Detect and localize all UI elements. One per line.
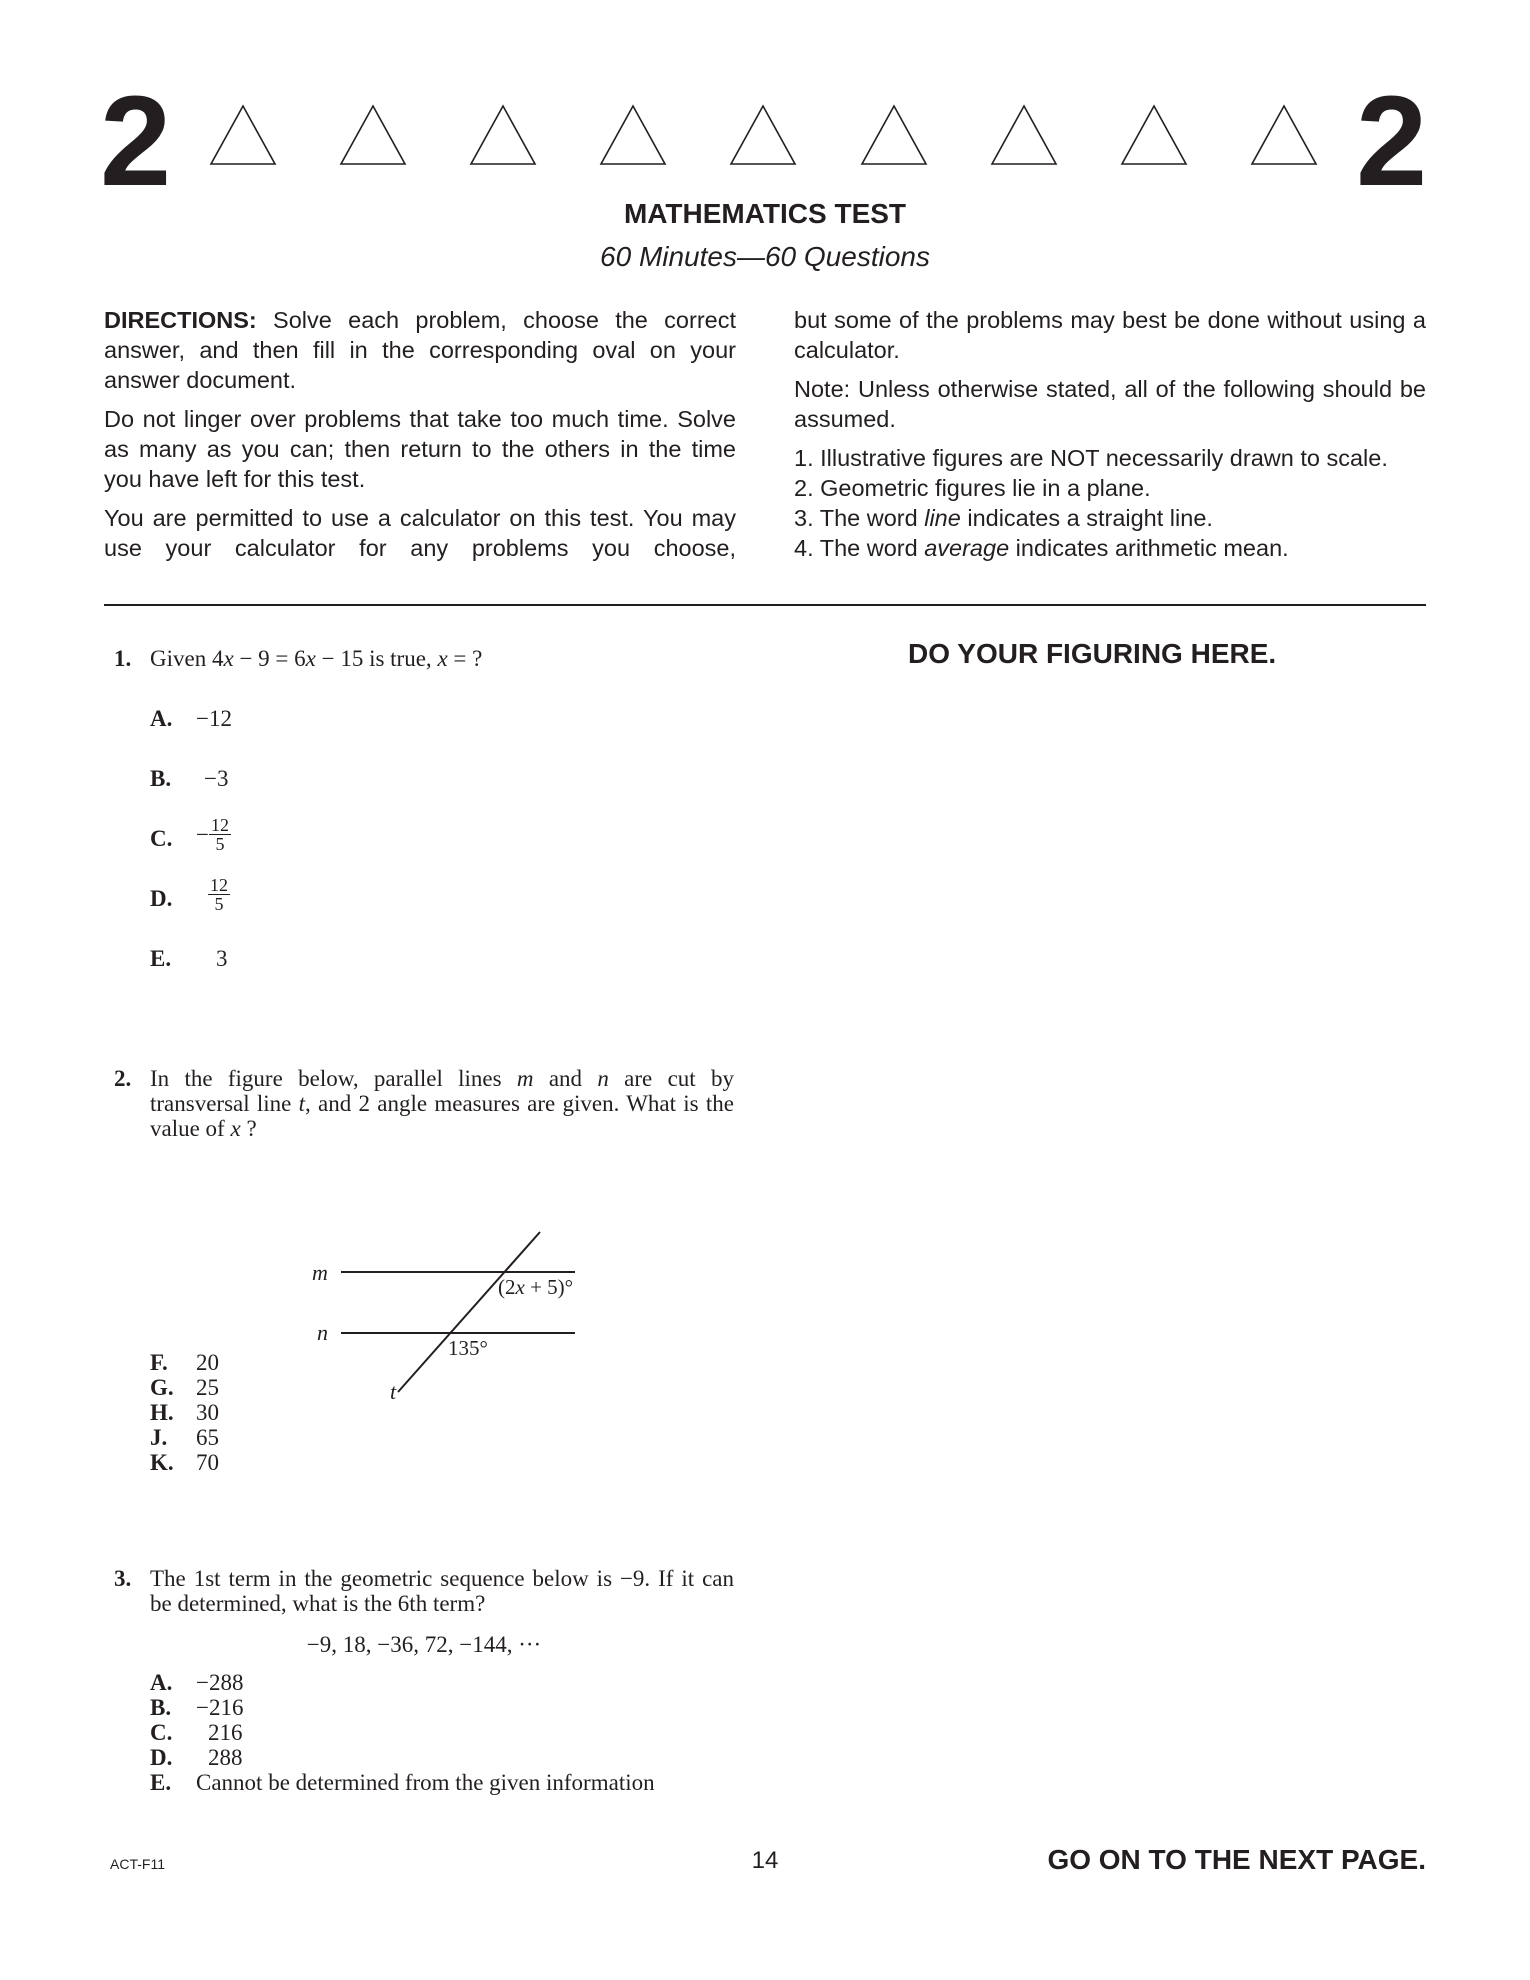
directions-left-column <box>104 305 736 572</box>
section-number-left: 2 <box>100 70 172 213</box>
answer-option[interactable]: J. 65 <box>150 1425 219 1450</box>
continue-instruction: GO ON TO THE NEXT PAGE. <box>1047 1844 1426 1875</box>
question-stem: The 1st term in the geometric sequence below is −9. If it can be determined, what is the 6th term? <box>150 1566 734 1616</box>
answer-option[interactable]: D. $\frac{12}{5}$ <box>150 875 228 914</box>
answer-option[interactable]: B. −3 <box>150 766 229 791</box>
assumptions-list <box>794 443 1426 563</box>
sequence: −9, 18, −36, 72, −144, ··· <box>306 1632 542 1657</box>
question-number: 3. <box>114 1566 132 1591</box>
form-code: ACT-F11 <box>110 1856 165 1872</box>
answer-option[interactable]: G. 25 <box>150 1375 219 1400</box>
angle-label-bottom: 135° <box>448 1336 488 1360</box>
triangle-icon <box>209 104 277 166</box>
answer-option[interactable]: F. 20 <box>150 1350 219 1375</box>
angle-label-top: (2x + 5)° <box>498 1275 574 1299</box>
answer-option[interactable]: A. −12 <box>150 706 232 731</box>
question-number: 2. <box>114 1066 132 1091</box>
triangle-icon <box>990 104 1058 166</box>
directions-right-column <box>794 305 1426 563</box>
question-3 <box>114 1566 754 1806</box>
question-2 <box>114 1066 734 1486</box>
page-number: 14 <box>751 1847 779 1874</box>
question-stem: In the figure below, parallel lines m and n are cut by transversal line t, and 2 angle measures are given. What is the value of x ? <box>150 1066 734 1141</box>
label-t: t <box>390 1379 397 1404</box>
section-number-right: 2 <box>1356 70 1428 213</box>
label-n: n <box>317 1320 328 1345</box>
answer-option[interactable]: H. 30 <box>150 1400 219 1425</box>
assumption-item: 1. Illustrative figures are NOT necessarily drawn to scale. <box>794 445 1388 471</box>
question-1 <box>114 646 734 986</box>
triangle-icon <box>339 104 407 166</box>
directions-paragraph: DIRECTIONS: Solve each problem, choose the correct answer, and then fill in the corresponding oval on your answer document. <box>104 307 736 393</box>
parallel-lines-figure <box>290 1150 710 1420</box>
answer-option[interactable]: A. −288 <box>150 1670 244 1695</box>
section-divider <box>104 604 1426 606</box>
answer-option[interactable]: K. 70 <box>150 1450 219 1475</box>
directions-label: DIRECTIONS: <box>104 307 257 333</box>
figuring-label: DO YOUR FIGURING HERE. <box>908 638 1277 669</box>
assumption-item: 3. The word line indicates a straight line. <box>794 505 1213 531</box>
triangle-icon <box>1250 104 1318 166</box>
directions-paragraph: Do not linger over problems that take too much time. Solve as many as you can; then return to the others in the time you have left for this test. <box>104 406 736 492</box>
page-subtitle: 60 Minutes—60 Questions <box>600 241 930 272</box>
triangle-icon <box>469 104 537 166</box>
answer-option[interactable]: C. − $\frac{12}{5}$ <box>150 815 229 854</box>
fraction: $\frac{12}{5}$ <box>210 875 228 914</box>
label-m: m <box>312 1260 328 1285</box>
triangle-icon <box>860 104 928 166</box>
answer-option[interactable]: B. −216 <box>150 1695 244 1720</box>
line-t <box>398 1232 540 1392</box>
fraction: $\frac{12}{5}$ <box>210 815 229 854</box>
directions-paragraph: You are permitted to use a calculator on this test. You may use your calculator for any problems you choose, <box>104 505 736 561</box>
question-stem: Given 4x − 9 = 6x − 15 is true, x = ? <box>150 646 483 671</box>
directions-note: Note: Unless otherwise stated, all of the following should be assumed. <box>794 376 1426 432</box>
page-title: MATHEMATICS TEST <box>623 198 907 229</box>
answer-option[interactable]: E. 3 <box>150 946 228 971</box>
assumption-item: 4. The word average indicates arithmetic mean. <box>794 535 1289 561</box>
triangle-icon <box>1120 104 1188 166</box>
assumption-item: 2. Geometric figures lie in a plane. <box>794 475 1151 501</box>
question-number: 1. <box>114 646 132 671</box>
directions-paragraph-continued: but some of the problems may best be done without using a calculator. <box>794 307 1426 363</box>
triangle-icon <box>729 104 797 166</box>
answer-option[interactable]: D. 288 <box>150 1745 243 1770</box>
answer-option[interactable]: C. 216 <box>150 1720 243 1745</box>
answer-option[interactable]: E. Cannot be determined from the given information <box>150 1770 655 1795</box>
triangle-icon <box>599 104 667 166</box>
